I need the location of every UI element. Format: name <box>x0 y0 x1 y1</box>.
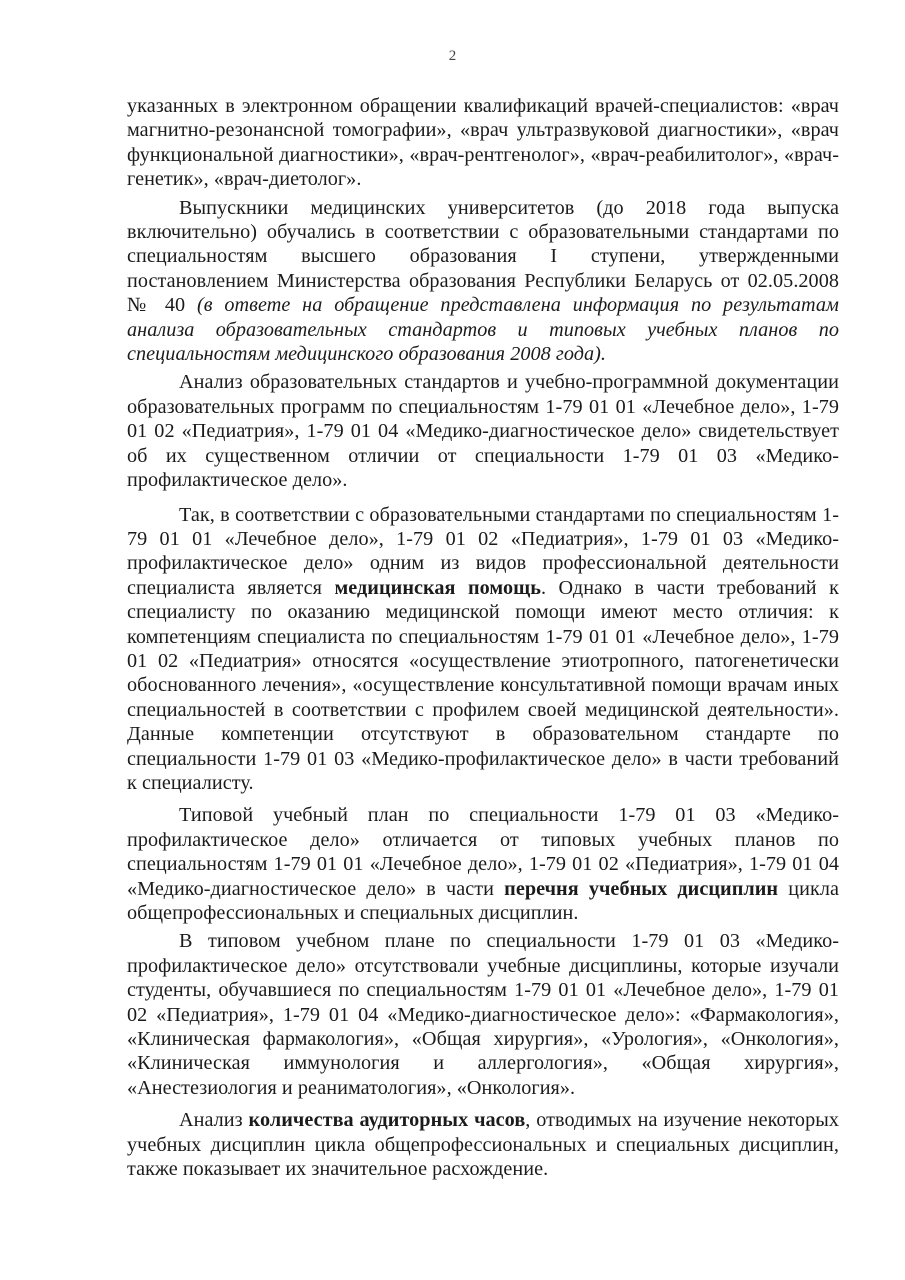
paragraph-medical-help-before: Так, в соответствии с образовательными стандартами по специальностям 1-79 01 01 «Лечебное дело», 1-79 01 02 «Педиатрия», 1-79 01 03 «Медико-профилактическое дело» одним из видов профессиональной деятельности специалиста является <box>127 503 839 599</box>
paragraph-graduates-text: Выпускники медицинских университетов (до 2018 года выпуска включительно) обучались в соответствии с образовательными стандартами по специальностям высшего образования I ступени, утвержденными постановлением Министерства образования Республики Беларусь от 02.05.2008 № 40 <box>127 196 839 317</box>
paragraph-curriculum-before: Типовой учебный план по специальности 1-79 01 03 «Медико-профилактическое дело» отличается от типовых учебных планов по специальностям 1-79 01 01 «Лечебное дело», 1-79 01 02 «Педиатрия», 1-79 01 04 «Медико-диагностическое дело» в части <box>127 804 839 900</box>
paragraph-medical-help <box>127 503 839 796</box>
paragraph-graduates <box>127 196 839 367</box>
page-number: 2 <box>448 48 457 64</box>
paragraph-missing-disciplines: В типовом учебном плане по специальности 1-79 01 03 «Медико-профилактическое дело» отсутствовали учебные дисциплины, которые изучали студенты, обучавшиеся по специальностям 1-79 01 01 «Лечебное дело», 1-79 01 02 «Педиатрия», 1-79 01 04 «Медико-диагностическое дело»: «Фармакология», «Клиническая фармакология», «Общая хирургия», «Урология», «Онкология», «Клиническая иммунология и аллергология», «Общая хирургия», «Анестезиология и реаниматология», «Онкология». <box>127 930 839 1099</box>
paragraph-medical-help-bold: медицинская помощь <box>334 576 541 599</box>
paragraph-qualifications: указанных в электронном обращении квалификаций врачей-специалистов: «врач магнитно-резонансной томографии», «врач ультразвуковой диагностики», «врач функциональной диагностики», «врач-рентгенолог», «врач-реабилитолог», «врач-генетик», «врач-диетолог». <box>127 95 839 191</box>
paragraph-curriculum-after: цикла общепрофессиональных и специальных дисциплин. <box>127 877 839 924</box>
paragraph-curriculum-bold: перечня учебных дисциплин <box>504 877 779 900</box>
paragraph-analysis-standards: Анализ образовательных стандартов и учебно-программной документации образовательных программ по специальностям 1-79 01 01 «Лечебное дело», 1-79 01 02 «Педиатрия», 1-79 01 04 «Медико-диагностическое дело» свидетельствует об их существенном отличии от специальности 1-79 01 03 «Медико-профилактическое дело». <box>127 371 839 492</box>
document-body <box>127 94 839 1181</box>
paragraph-hours-bold: количества аудиторных часов <box>248 1109 526 1132</box>
paragraph-curriculum <box>127 803 839 925</box>
paragraph-hours-after: , отводимых на изучение некоторых учебных дисциплин цикла общепрофессиональных и специальных дисциплин, также показывает их значительное расхождение. <box>127 1109 839 1181</box>
paragraph-hours-before: Анализ <box>179 1109 243 1132</box>
paragraph-graduates-italic-note: (в ответе на обращение представлена информация по результатам анализа образовательных стандартов и типовых учебных планов по специальностям медицинского образования 2008 года). <box>127 294 839 366</box>
paragraph-hours-analysis <box>127 1108 839 1181</box>
paragraph-medical-help-after: . Однако в части требований к специалисту по оказанию медицинской помощи имеют место отличия: к компетенциям специалиста по специальностям 1-79 01 01 «Лечебное дело», 1-79 01 02 «Педиатрия» относятся «осуществление этиотропного, патогенетически обоснованного лечения», «осуществление консультативной помощи врачам иных специальностей в соответствии с профилем своей медицинской деятельности». Данные компетенции отсутствуют в образовательном стандарте по специальности 1-79 01 03 «Медико-профилактическое дело» в части требований к специалисту. <box>127 576 839 794</box>
